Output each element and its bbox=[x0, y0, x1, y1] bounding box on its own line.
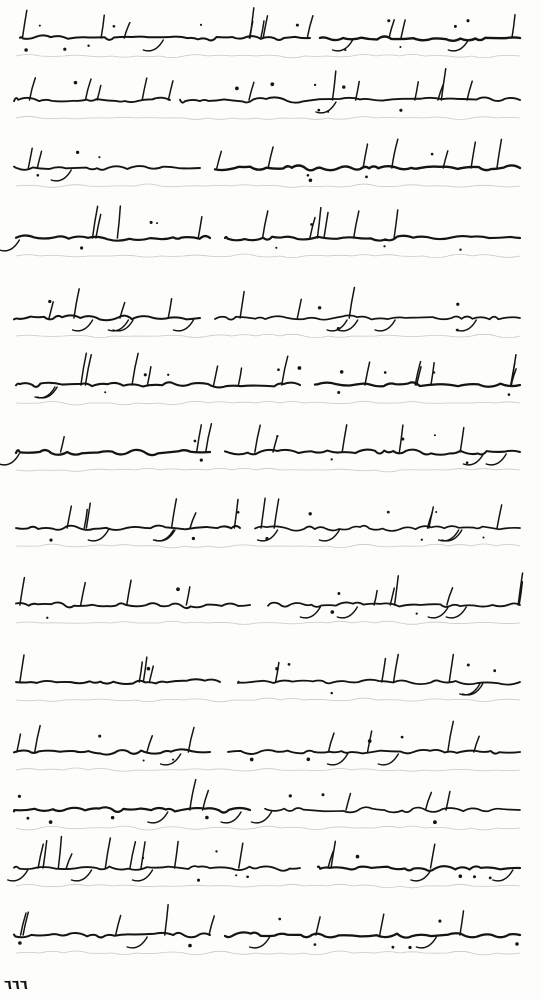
ink-descender-line-13 bbox=[8, 870, 28, 881]
ink-ascender-line-8 bbox=[429, 507, 433, 528]
ink-ascender-line-5 bbox=[168, 299, 171, 318]
ink-stroke-line-3-1 bbox=[14, 166, 200, 170]
ink-stroke-line-13-2 bbox=[318, 866, 520, 871]
ink-ascender-line-3 bbox=[28, 148, 32, 168]
ink-dot-line-1 bbox=[296, 24, 299, 27]
ink-ascender-line-6 bbox=[85, 355, 91, 385]
ink-ascender-line-12 bbox=[346, 794, 350, 810]
bleed-through-line-13 bbox=[16, 884, 520, 887]
ink-descender-line-9 bbox=[337, 607, 357, 618]
ink-dot-line-8 bbox=[309, 512, 312, 515]
ink-ascender-line-10 bbox=[143, 657, 147, 682]
ink-descender-line-7 bbox=[0, 454, 19, 465]
ink-dot-line-10 bbox=[493, 669, 496, 672]
ink-dot-line-12 bbox=[26, 817, 29, 820]
ink-ascender-line-6 bbox=[282, 356, 288, 385]
ink-dot-line-12 bbox=[111, 816, 115, 820]
ink-descender-line-13 bbox=[72, 870, 92, 881]
ink-ascender-line-3 bbox=[217, 151, 221, 168]
ink-dot-line-12 bbox=[321, 793, 324, 796]
ink-descender-line-14 bbox=[250, 937, 270, 948]
ink-dot-line-1 bbox=[454, 25, 457, 28]
ink-dot-line-1 bbox=[466, 19, 469, 22]
ink-ascender-line-2 bbox=[142, 78, 147, 100]
ink-ascender-line-9 bbox=[447, 588, 453, 605]
ink-descender-line-5 bbox=[173, 320, 193, 331]
ink-stroke-line-7-2 bbox=[225, 450, 520, 455]
ink-dot-line-2 bbox=[74, 81, 78, 85]
bleed-through-line-8 bbox=[16, 544, 520, 548]
ink-ascender-line-7 bbox=[460, 428, 464, 452]
ink-ascender-line-5 bbox=[349, 287, 354, 318]
ink-stroke-line-9-1 bbox=[16, 602, 250, 608]
ink-dot-line-10 bbox=[467, 664, 470, 667]
ink-dot-line-4 bbox=[156, 222, 158, 224]
ink-dot-line-6 bbox=[298, 366, 302, 370]
ink-dot-line-12 bbox=[433, 820, 437, 824]
ink-dot-line-10 bbox=[275, 667, 279, 671]
ink-dot-line-10 bbox=[288, 663, 291, 666]
ink-dot-line-5 bbox=[48, 300, 51, 303]
ink-ascender-line-13 bbox=[58, 837, 61, 868]
ink-dot-line-7 bbox=[200, 459, 203, 462]
ink-dot-line-13 bbox=[246, 875, 249, 878]
ink-dot-line-4 bbox=[310, 223, 313, 226]
ink-ascender-line-14 bbox=[116, 916, 121, 935]
ink-descender-line-9 bbox=[300, 607, 320, 618]
ink-descender-line-7 bbox=[486, 454, 506, 465]
ink-ascender-line-8 bbox=[497, 505, 502, 528]
ink-ascender-line-10 bbox=[276, 662, 279, 682]
ink-dot-line-1 bbox=[344, 49, 346, 51]
ink-descender-line-12 bbox=[251, 812, 271, 823]
ink-dot-line-10 bbox=[330, 692, 332, 694]
ink-stroke-line-2-1 bbox=[14, 98, 170, 102]
ink-dot-line-14 bbox=[314, 943, 317, 946]
ink-ascender-line-4 bbox=[96, 214, 101, 238]
ink-ascender-line-4 bbox=[198, 217, 202, 238]
ink-stroke-line-3-2 bbox=[215, 165, 520, 170]
ink-ascender-line-2 bbox=[30, 78, 36, 100]
ink-dot-line-3 bbox=[76, 151, 79, 154]
ink-dot-line-3 bbox=[36, 174, 39, 177]
ink-descender-line-11 bbox=[378, 754, 398, 765]
ink-ascender-line-7 bbox=[255, 425, 260, 452]
ink-dot-line-1 bbox=[200, 24, 202, 26]
ink-stroke-line-7-1 bbox=[16, 450, 210, 455]
ink-dot-line-9 bbox=[337, 592, 340, 595]
ink-ascender-line-11 bbox=[474, 736, 479, 752]
ink-ascender-line-7 bbox=[197, 425, 202, 452]
ink-dot-line-9 bbox=[46, 617, 48, 619]
ink-descender-line-9 bbox=[428, 607, 448, 618]
ink-descender-line-9 bbox=[446, 607, 466, 618]
ink-dot-line-11 bbox=[307, 758, 311, 762]
ink-ascender-line-5 bbox=[240, 292, 244, 318]
ink-dot-line-9 bbox=[416, 612, 418, 614]
ink-dot-line-9 bbox=[331, 610, 335, 614]
ink-ascender-line-11 bbox=[448, 721, 454, 752]
ink-descender-line-5 bbox=[73, 320, 93, 331]
ink-stroke-line-1-2 bbox=[320, 36, 520, 40]
ink-dot-line-14 bbox=[515, 942, 518, 945]
bleed-through-line-7 bbox=[16, 468, 520, 472]
ink-stroke-line-4-2 bbox=[225, 236, 520, 241]
ink-stroke-line-4-1 bbox=[16, 235, 210, 240]
ink-descender-line-8 bbox=[88, 530, 108, 541]
ink-stroke-line-5-1 bbox=[14, 315, 200, 320]
ink-dot-line-2 bbox=[314, 84, 316, 86]
bleed-through-line-12 bbox=[16, 826, 520, 830]
ink-dot-line-1 bbox=[63, 48, 66, 51]
ink-dot-line-12 bbox=[289, 794, 292, 797]
ink-ascender-line-2 bbox=[441, 69, 445, 100]
ink-ascender-line-13 bbox=[141, 842, 145, 868]
ink-dot-line-1 bbox=[39, 25, 41, 27]
ink-descender-line-11 bbox=[328, 754, 348, 765]
ink-dot-line-6 bbox=[384, 371, 387, 374]
ink-ascender-line-10 bbox=[449, 654, 453, 682]
ink-dot-line-9 bbox=[176, 587, 180, 591]
ink-ascender-line-14 bbox=[316, 917, 320, 935]
ink-ascender-line-3 bbox=[497, 139, 501, 168]
ink-descender-line-8 bbox=[319, 530, 339, 541]
ink-ascender-line-4 bbox=[394, 210, 398, 238]
ink-descender-line-1 bbox=[333, 40, 353, 51]
ink-dot-line-3 bbox=[98, 156, 100, 158]
ink-ascender-line-1 bbox=[124, 23, 130, 38]
ink-dot-line-6 bbox=[337, 391, 340, 394]
ink-dot-line-7 bbox=[434, 434, 436, 436]
ink-ascender-line-9 bbox=[127, 580, 131, 605]
ink-descender-line-8 bbox=[442, 530, 462, 541]
ink-ascender-line-8 bbox=[67, 506, 71, 528]
ink-dot-line-6 bbox=[167, 374, 169, 376]
ink-ascender-line-1 bbox=[512, 15, 515, 38]
ink-dot-line-2 bbox=[317, 109, 320, 112]
ink-ascender-line-14 bbox=[380, 914, 384, 935]
ink-dot-line-14 bbox=[438, 920, 441, 923]
ink-descender-line-5 bbox=[113, 320, 133, 331]
ink-ascender-line-6 bbox=[214, 366, 218, 385]
ink-stroke-line-10-1 bbox=[16, 679, 220, 684]
ink-descender-line-8 bbox=[153, 530, 173, 541]
ink-ascender-line-4 bbox=[324, 212, 328, 238]
ink-ascender-line-13 bbox=[38, 844, 43, 868]
ink-dot-line-8 bbox=[421, 539, 423, 541]
ink-dot-line-1 bbox=[399, 46, 401, 48]
ink-ascender-line-10 bbox=[394, 654, 399, 682]
ink-dot-line-5 bbox=[318, 306, 321, 309]
ink-ascender-line-3 bbox=[37, 151, 41, 168]
ink-dot-line-8 bbox=[387, 511, 390, 514]
ink-ascender-line-1 bbox=[22, 10, 26, 38]
ink-dot-line-1 bbox=[113, 25, 116, 28]
ink-dot-line-6 bbox=[104, 391, 106, 393]
ink-dot-line-7 bbox=[466, 461, 469, 464]
ink-dot-line-13 bbox=[489, 877, 492, 880]
ink-ascender-line-9 bbox=[395, 576, 399, 605]
ink-dot-line-1 bbox=[387, 19, 390, 22]
ink-descender-line-14 bbox=[416, 937, 436, 948]
bleed-through-line-10 bbox=[16, 698, 520, 702]
ink-ascender-line-2 bbox=[97, 86, 101, 100]
ink-descender-line-10 bbox=[463, 684, 483, 695]
ink-dot-line-5 bbox=[456, 329, 459, 332]
ink-dot-line-14 bbox=[188, 944, 192, 948]
ink-dot-line-2 bbox=[235, 87, 239, 91]
ink-ascender-line-3 bbox=[471, 142, 475, 168]
ink-dot-line-8 bbox=[49, 539, 52, 542]
ink-ascender-line-1 bbox=[401, 20, 405, 38]
ink-ascender-line-2 bbox=[356, 82, 360, 100]
ink-dot-line-2 bbox=[270, 82, 274, 86]
ink-ascender-line-2 bbox=[415, 82, 418, 100]
ink-descender-line-12 bbox=[148, 812, 168, 823]
ink-dot-line-4 bbox=[383, 245, 385, 247]
ink-stroke-line-13-1 bbox=[14, 866, 300, 871]
ink-dot-line-8 bbox=[482, 536, 484, 538]
ink-ascender-line-12 bbox=[426, 792, 432, 810]
ink-descender-line-1 bbox=[143, 40, 163, 51]
ink-ascender-line-12 bbox=[190, 780, 196, 810]
ink-dot-line-8 bbox=[192, 537, 195, 540]
ink-dot-line-8 bbox=[237, 511, 240, 514]
ink-ascender-line-6 bbox=[132, 353, 138, 385]
bleed-through-line-4 bbox=[16, 254, 520, 258]
ink-ascender-line-1 bbox=[389, 20, 394, 38]
ink-ascender-line-1 bbox=[307, 16, 313, 38]
ink-ascender-line-10 bbox=[139, 662, 142, 682]
ink-dot-line-11 bbox=[250, 758, 254, 762]
ink-dot-line-11 bbox=[143, 759, 145, 761]
ink-ascender-line-9 bbox=[186, 587, 189, 605]
ink-ascender-line-13 bbox=[130, 842, 135, 868]
ink-ascender-line-13 bbox=[239, 843, 243, 868]
ink-dot-line-2 bbox=[342, 85, 345, 88]
bleed-through-line-14 bbox=[16, 951, 520, 955]
ink-dot-line-11 bbox=[172, 759, 174, 761]
ink-ascender-line-3 bbox=[443, 151, 448, 168]
ink-ascender-line-4 bbox=[317, 208, 320, 238]
ink-dot-line-4 bbox=[459, 249, 461, 251]
ink-dot-line-6 bbox=[508, 393, 511, 396]
ink-dot-line-7 bbox=[401, 437, 404, 440]
ink-descender-line-3 bbox=[51, 170, 71, 181]
ink-ascender-line-11 bbox=[188, 727, 194, 752]
ink-dot-line-10 bbox=[147, 667, 151, 671]
ink-dot-line-14 bbox=[278, 918, 281, 921]
ink-descender-line-4 bbox=[0, 240, 19, 251]
ink-ascender-line-6 bbox=[431, 363, 434, 385]
ink-ascender-line-9 bbox=[390, 588, 394, 605]
ink-dot-line-12 bbox=[205, 816, 209, 820]
ink-dot-line-6 bbox=[340, 370, 344, 374]
ink-dot-line-11 bbox=[98, 735, 101, 738]
ink-ascender-line-9 bbox=[20, 578, 24, 605]
ink-descender-line-13 bbox=[132, 870, 152, 881]
ink-ascender-line-7 bbox=[206, 424, 212, 452]
ink-ascender-line-6 bbox=[238, 368, 241, 385]
ink-dot-line-6 bbox=[144, 373, 147, 376]
ink-ascender-line-14 bbox=[165, 905, 168, 935]
ink-stroke-line-14-1 bbox=[14, 933, 210, 938]
ink-dot-line-5 bbox=[456, 303, 459, 306]
ink-descender-line-5 bbox=[338, 320, 358, 331]
ink-dot-line-3 bbox=[309, 179, 313, 183]
ink-ascender-line-4 bbox=[117, 206, 120, 238]
ink-dot-line-11 bbox=[368, 739, 372, 743]
ink-ascender-line-5 bbox=[297, 299, 301, 318]
ink-dot-line-7 bbox=[331, 458, 333, 460]
ink-ascender-line-8 bbox=[234, 499, 238, 528]
ink-descender-line-5 bbox=[456, 320, 476, 331]
ink-ascender-line-5 bbox=[74, 289, 79, 318]
bleed-through-line-11 bbox=[16, 768, 520, 771]
ink-ascender-line-11 bbox=[147, 736, 152, 752]
ink-ascender-line-12 bbox=[203, 790, 209, 810]
ink-ascender-line-8 bbox=[172, 499, 177, 528]
ink-dot-line-2 bbox=[327, 111, 329, 113]
ink-dot-line-1 bbox=[24, 48, 28, 52]
ink-ascender-line-9 bbox=[81, 583, 86, 605]
ink-dot-line-4 bbox=[150, 221, 153, 224]
bleed-through-line-3 bbox=[16, 184, 520, 187]
ink-ascender-line-2 bbox=[249, 82, 254, 100]
ink-dot-line-5 bbox=[337, 327, 340, 330]
ink-ascender-line-1 bbox=[101, 15, 104, 38]
ink-ascender-line-4 bbox=[310, 218, 315, 238]
ink-ascender-line-8 bbox=[274, 499, 279, 528]
bleed-through-line-5 bbox=[16, 334, 520, 338]
ink-descender-line-6 bbox=[35, 387, 55, 398]
ink-ascender-line-14 bbox=[209, 916, 214, 935]
bleed-through-layer bbox=[16, 54, 520, 954]
ink-ascender-line-4 bbox=[354, 211, 359, 238]
bleed-through-line-1 bbox=[16, 54, 520, 58]
ink-stroke-line-12-1 bbox=[14, 807, 250, 812]
ink-ascender-line-13 bbox=[431, 844, 435, 868]
ink-ascender-line-10 bbox=[382, 658, 386, 682]
ink-ascender-line-4 bbox=[263, 211, 268, 238]
ink-dot-line-12 bbox=[18, 795, 21, 798]
ink-dot-line-14 bbox=[392, 946, 395, 949]
ink-dot-line-1 bbox=[87, 45, 89, 47]
ink-stroke-line-10-2 bbox=[238, 680, 520, 685]
ink-dot-line-2 bbox=[399, 109, 402, 112]
ink-stroke-line-11-2 bbox=[228, 750, 520, 754]
ink-ascender-line-13 bbox=[66, 854, 72, 868]
ink-stroke-line-12-2 bbox=[265, 807, 520, 812]
ink-ascender-line-7 bbox=[342, 425, 347, 452]
ink-descender-line-13 bbox=[493, 870, 513, 881]
ink-ascender-line-11 bbox=[17, 734, 21, 752]
ink-ascender-line-3 bbox=[268, 147, 273, 168]
bleed-through-line-9 bbox=[16, 621, 520, 624]
bleed-through-line-6 bbox=[16, 401, 520, 405]
ink-dot-line-12 bbox=[49, 820, 53, 824]
ink-dot-line-13 bbox=[235, 874, 237, 876]
ink-ascender-line-8 bbox=[261, 498, 265, 528]
ink-stroke-line-2-2 bbox=[180, 97, 520, 102]
ink-dot-line-6 bbox=[277, 368, 280, 371]
ink-ascender-line-13 bbox=[105, 838, 110, 868]
ink-descender-line-8 bbox=[439, 530, 459, 541]
ink-descender-line-14 bbox=[127, 937, 147, 948]
ink-ascender-line-2 bbox=[467, 81, 472, 100]
ink-dot-line-13 bbox=[473, 875, 476, 878]
ink-ascender-line-3 bbox=[363, 144, 367, 168]
ink-dot-line-3 bbox=[431, 153, 434, 156]
ink-ascender-line-3 bbox=[392, 139, 398, 168]
ink-stroke-line-8-1 bbox=[16, 526, 240, 530]
ink-ascender-line-14 bbox=[460, 911, 464, 935]
ink-stroke-line-5-2 bbox=[215, 315, 520, 319]
ink-ascender-line-2 bbox=[332, 71, 335, 100]
ink-ascender-line-6 bbox=[365, 362, 370, 385]
ink-lines-layer bbox=[0, 8, 523, 949]
ink-ascender-line-8 bbox=[190, 513, 196, 528]
ink-dot-line-8 bbox=[265, 537, 268, 540]
ink-dot-line-4 bbox=[275, 247, 277, 249]
ink-dot-line-13 bbox=[197, 879, 200, 882]
ink-dot-line-14 bbox=[408, 946, 411, 949]
ink-stroke-line-1-1 bbox=[20, 35, 310, 40]
ink-dot-line-14 bbox=[18, 941, 22, 945]
ink-stroke-line-8-2 bbox=[255, 526, 520, 531]
ink-ascender-line-5 bbox=[49, 302, 53, 318]
ink-dot-line-13 bbox=[215, 850, 217, 852]
ink-ascender-line-7 bbox=[61, 437, 65, 452]
page-number: ٦٦٦ bbox=[4, 978, 28, 993]
bleed-through-line-2 bbox=[16, 116, 520, 119]
ink-ascender-line-2 bbox=[168, 81, 173, 100]
ink-ascender-line-10 bbox=[20, 655, 24, 682]
ink-ascender-line-13 bbox=[175, 842, 179, 868]
ink-dot-line-8 bbox=[435, 511, 437, 513]
ink-dot-line-13 bbox=[356, 855, 360, 859]
ink-dot-line-3 bbox=[307, 174, 310, 177]
ink-ascender-line-11 bbox=[328, 733, 334, 752]
ink-dot-line-3 bbox=[365, 176, 368, 179]
ink-ascender-line-2 bbox=[85, 79, 91, 100]
ink-descender-line-10 bbox=[460, 684, 480, 695]
ink-dot-line-4 bbox=[80, 246, 83, 249]
ink-dot-line-11 bbox=[401, 736, 404, 739]
ink-ascender-line-6 bbox=[147, 367, 150, 385]
ink-ascender-line-11 bbox=[35, 726, 40, 752]
ink-descender-line-5 bbox=[375, 320, 395, 331]
ink-descender-line-11 bbox=[161, 754, 181, 765]
ink-stroke-line-6-1 bbox=[16, 382, 300, 387]
ink-dot-line-7 bbox=[194, 440, 197, 443]
ink-dot-line-13 bbox=[459, 874, 463, 878]
